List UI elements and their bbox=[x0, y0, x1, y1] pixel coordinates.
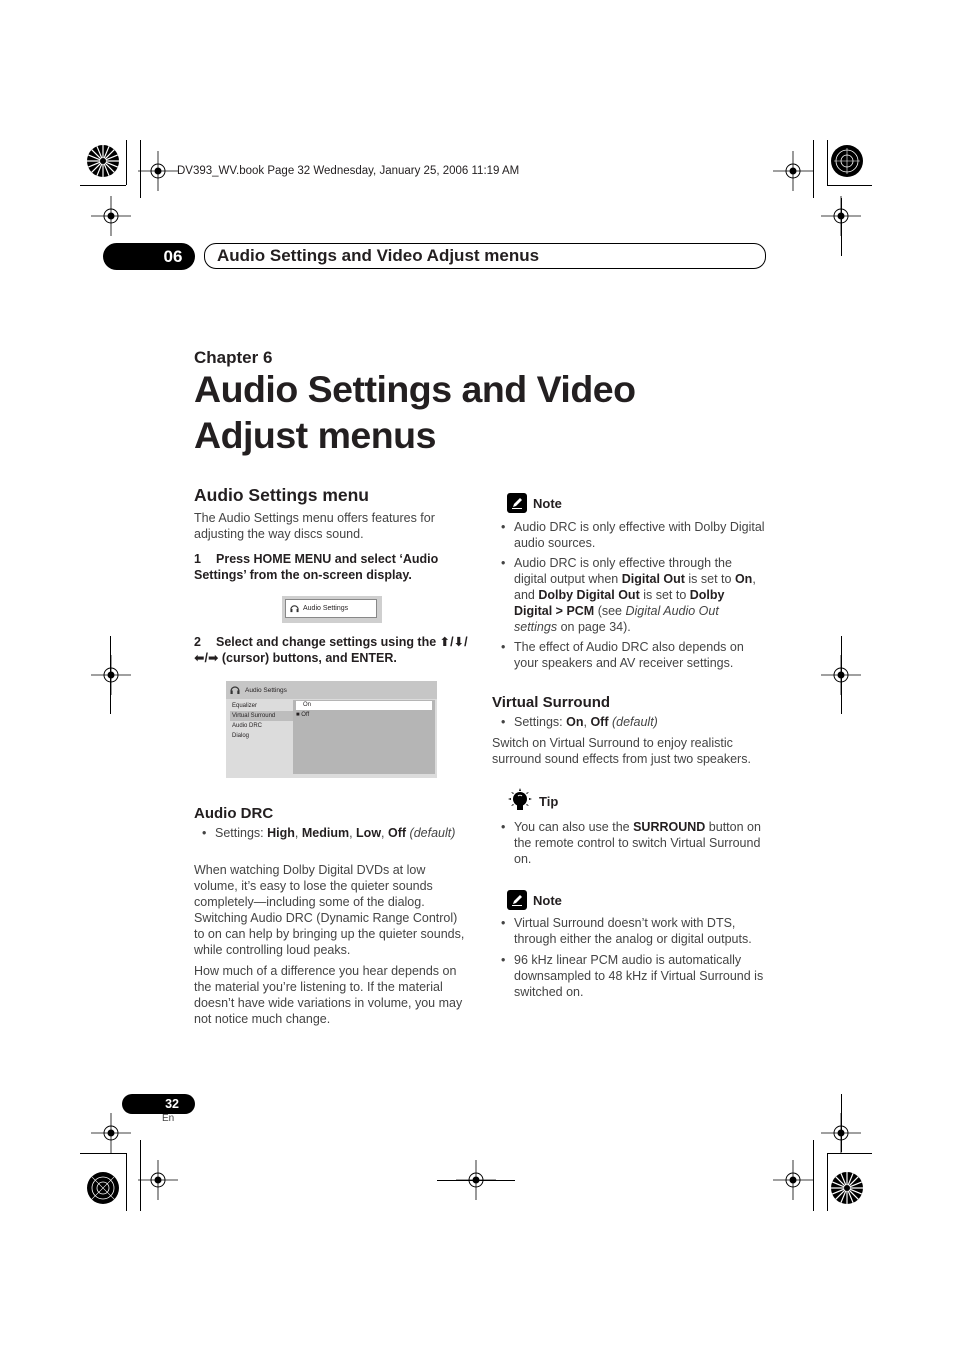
lightbulb-tip-icon bbox=[507, 788, 533, 814]
chapter-number-badge: 06 bbox=[103, 243, 195, 270]
note-list bbox=[493, 519, 765, 671]
sunburst-target-icon bbox=[86, 144, 120, 178]
pencil-note-icon bbox=[507, 493, 527, 513]
step-number: 1 bbox=[194, 552, 201, 566]
osd-menu-item bbox=[285, 599, 377, 618]
registration-mark-icon bbox=[91, 196, 131, 236]
audio-drc-paragraph-1: When watching Dolby Digital DVDs at low volume, it’s easy to lose the quieter sounds completely—including some of the dialog. Switching Audio DRC (Dynamic Range Control) to on can help by bringing up the quieter sounds, while controlling loud peaks. bbox=[194, 863, 465, 957]
osd-option-on: On bbox=[296, 701, 432, 710]
osd-title-bar bbox=[226, 681, 437, 699]
registration-mark-icon bbox=[773, 1160, 813, 1200]
list-item: • Virtual Surround doesn’t work with DTS, through either the analog or digital outputs. bbox=[493, 915, 767, 947]
crop-mark bbox=[80, 1153, 126, 1154]
registration-mark-icon bbox=[821, 1113, 861, 1153]
section-heading-audio-settings-menu: Audio Settings menu bbox=[194, 485, 369, 505]
note-label: Note bbox=[533, 892, 562, 908]
note-heading bbox=[507, 493, 562, 513]
list-item: • Settings: On, Off (default) bbox=[493, 714, 765, 730]
osd-item-dialog: Dialog bbox=[232, 733, 250, 739]
virtual-surround-settings-list bbox=[493, 714, 765, 730]
osd-menu-label: Audio Settings bbox=[303, 605, 349, 612]
osd-item-equalizer: Equalizer bbox=[232, 703, 258, 709]
page-language: En bbox=[162, 1113, 175, 1124]
crop-mark bbox=[80, 185, 126, 186]
crop-mark bbox=[827, 140, 828, 185]
running-header-title: Audio Settings and Video Adjust menus bbox=[217, 246, 540, 265]
registration-mark-icon bbox=[773, 151, 813, 191]
osd-audio-settings-menu bbox=[226, 681, 437, 778]
registration-mark-icon bbox=[91, 655, 131, 695]
page-number: 32 bbox=[122, 1094, 195, 1114]
note-list bbox=[493, 915, 767, 1000]
crop-mark bbox=[126, 1153, 127, 1211]
sunburst-target-icon bbox=[86, 1171, 120, 1205]
pencil-note-icon bbox=[507, 890, 527, 910]
osd-options-panel bbox=[293, 700, 435, 774]
step-text: Press HOME MENU and select ‘Audio Settings’ from the on-screen display. bbox=[194, 552, 439, 582]
step-number: 2 bbox=[194, 635, 201, 649]
chapter-title: Audio Settings and Video Adjust menus bbox=[194, 368, 636, 456]
registration-mark-icon bbox=[138, 151, 178, 191]
step-text: Select and change settings using the ⬆/⬇/⬅/➡ (cursor) buttons, and ENTER. bbox=[194, 635, 468, 665]
list-item: • You can also use the SURROUND button on the remote control to switch Virtual Surround on. bbox=[493, 819, 765, 867]
step-2 bbox=[194, 634, 474, 666]
crop-mark bbox=[827, 1153, 872, 1154]
audio-drc-settings-list bbox=[194, 825, 466, 841]
section-intro: The Audio Settings menu offers features for adjusting the way discs sound. bbox=[194, 511, 435, 541]
osd-option-off: ■ Off bbox=[296, 712, 310, 718]
note-label: Note bbox=[533, 495, 562, 511]
tip-list bbox=[493, 819, 765, 867]
registration-mark-icon bbox=[91, 1113, 131, 1153]
chapter-label: Chapter 6 bbox=[194, 348, 273, 367]
audio-drc-paragraph-2: How much of a difference you hear depends on the material you’re listening to. If the material doesn’t have wide variations in volume, you may not notice much change. bbox=[194, 964, 463, 1026]
crop-mark bbox=[813, 1140, 814, 1211]
crop-mark bbox=[827, 185, 872, 186]
tip-label: Tip bbox=[539, 793, 559, 809]
sunburst-target-icon bbox=[830, 1171, 864, 1205]
sunburst-target-icon bbox=[830, 144, 864, 178]
crop-mark bbox=[126, 140, 127, 185]
list-item: • The effect of Audio DRC also depends on your speakers and AV receiver settings. bbox=[493, 639, 765, 671]
step-1 bbox=[194, 551, 466, 583]
osd-audio-settings-small bbox=[282, 596, 382, 623]
osd-menu-list bbox=[230, 701, 294, 741]
crop-mark bbox=[827, 1153, 828, 1211]
note-heading bbox=[507, 890, 562, 910]
file-header: DV393_WV.book Page 32 Wednesday, January 25, 2006 11:19 AM bbox=[177, 165, 520, 177]
registration-mark-icon bbox=[138, 1160, 178, 1200]
section-heading-virtual-surround: Virtual Surround bbox=[492, 694, 611, 711]
list-item: • 96 kHz linear PCM audio is automatically downsampled to 48 kHz if Virtual Surround is switched on. bbox=[493, 952, 767, 1000]
list-item: • Audio DRC is only effective with Dolby Digital audio sources. bbox=[493, 519, 765, 551]
list-item: • Audio DRC is only effective through the digital output when Digital Out is set to On, and Dolby Digital Out is set to Dolby Digital > PCM (see Digital Audio Out settings on page 34). bbox=[493, 555, 765, 635]
osd-item-audio-drc: Audio DRC bbox=[232, 723, 263, 729]
osd-item-virtual-surround: Virtual Surround bbox=[230, 711, 294, 721]
crop-mark bbox=[813, 140, 814, 198]
registration-mark-icon bbox=[456, 1160, 496, 1200]
registration-mark-icon bbox=[821, 196, 861, 236]
osd-title: Audio Settings bbox=[245, 686, 287, 694]
registration-mark-icon bbox=[821, 655, 861, 695]
headphones-icon bbox=[230, 685, 240, 695]
virtual-surround-paragraph: Switch on Virtual Surround to enjoy realistic surround sound effects from just two speakers. bbox=[492, 736, 751, 766]
tip-heading bbox=[507, 788, 558, 814]
headphones-icon bbox=[290, 604, 299, 613]
section-heading-audio-drc: Audio DRC bbox=[194, 805, 274, 822]
list-item: • Settings: High, Medium, Low, Off (default) bbox=[194, 825, 466, 841]
